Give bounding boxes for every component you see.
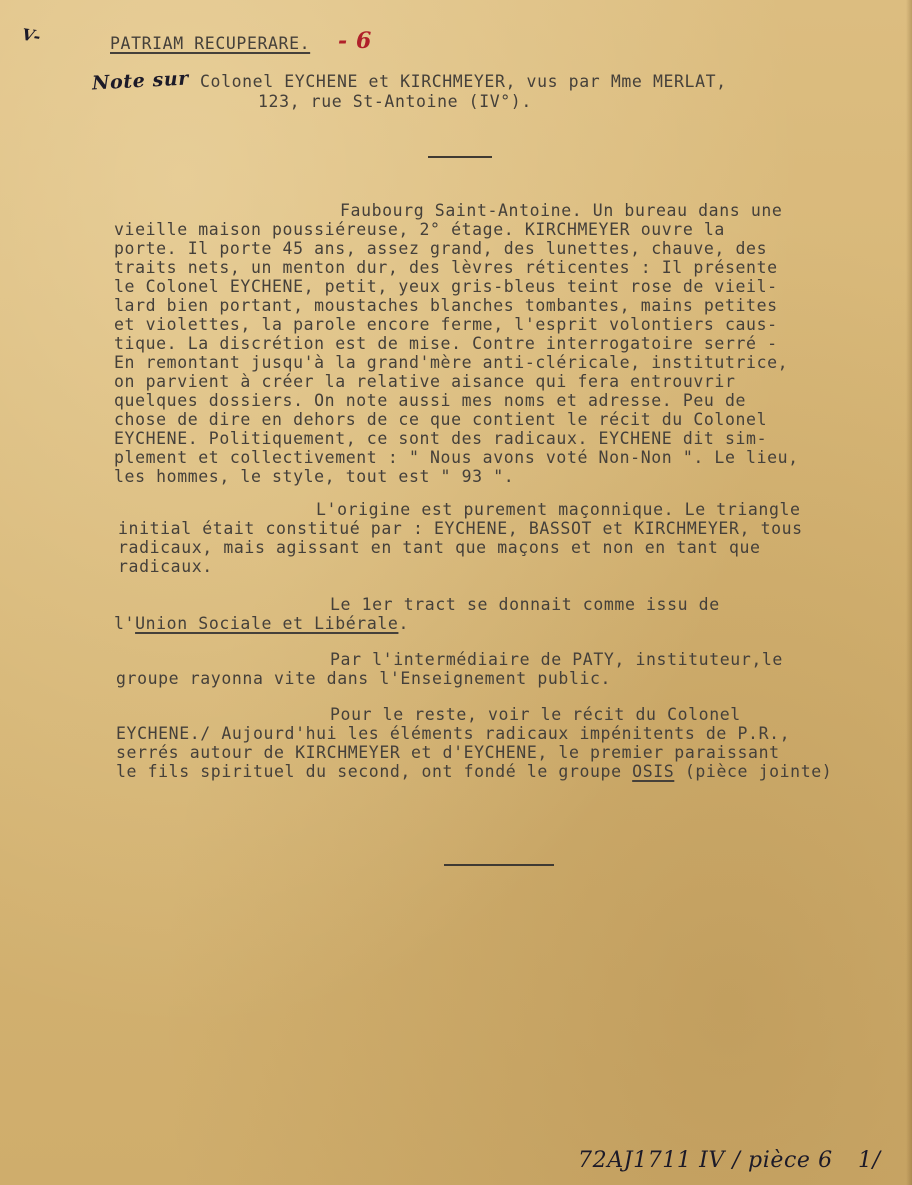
text-prefix: l' <box>114 614 136 633</box>
paragraph-line: Faubourg Saint-Antoine. Un bureau dans une <box>340 201 783 220</box>
paragraph-line: et violettes, la parole encore ferme, l'esprit volontiers caus- <box>114 315 778 334</box>
paragraph-line: initial était constitué par : EYCHENE, BASSOT et KIRCHMEYER, tous <box>118 519 803 538</box>
text-suffix: . <box>398 614 409 633</box>
page-number: 1/ <box>858 1148 881 1173</box>
paragraph-line: EYCHENE./ Aujourd'hui les éléments radicaux impénitents de P.R., <box>116 724 791 743</box>
separator-top <box>428 156 492 158</box>
paragraph-line: Pour le reste, voir le récit du Colonel <box>330 705 741 724</box>
margin-mark: V- <box>20 24 43 47</box>
underlined-organization: Union Sociale et Libérale <box>135 614 399 633</box>
paragraph-line: radicaux, mais agissant en tant que maçons et non en tant que <box>118 538 761 557</box>
paragraph-line: Par l'intermédiaire de PATY, instituteur,le <box>330 650 783 669</box>
paragraph-line: on parvient à créer la relative aisance qui fera entrouvrir <box>114 372 736 391</box>
header-line-1: Colonel EYCHENE et KIRCHMEYER, vus par Mme MERLAT, <box>200 72 727 91</box>
paragraph-line: quelques dossiers. On note aussi mes noms et adresse. Peu de <box>114 391 747 410</box>
paragraph-line: vieille maison poussiéreuse, 2° étage. KIRCHMEYER ouvre la <box>114 220 725 239</box>
document-title: PATRIAM RECUPERARE. <box>110 34 311 53</box>
text-suffix: (pièce jointe) <box>674 762 833 781</box>
separator-bottom <box>444 864 554 866</box>
paragraph-line: Le 1er tract se donnait comme issu de <box>330 595 720 614</box>
paragraph-line: tique. La discrétion est de mise. Contre interrogatoire serré - <box>114 334 778 353</box>
paragraph-line: radicaux. <box>118 557 213 576</box>
archive-reference: 72AJ1711 IV / pièce 6 <box>578 1148 833 1173</box>
paragraph-line: traits nets, un menton dur, des lèvres réticentes : Il présente <box>114 258 778 277</box>
underlined-group-name: OSIS <box>632 762 675 781</box>
paragraph-line: serrés autour de KIRCHMEYER et d'EYCHENE, le premier paraissant <box>116 743 780 762</box>
paragraph-line: En remontant jusqu'à la grand'mère anti-cléricale, institutrice, <box>114 353 789 372</box>
paragraph-line <box>114 614 409 633</box>
paragraph-line: les hommes, le style, tout est " 93 ". <box>114 467 515 486</box>
paragraph-line: porte. Il porte 45 ans, assez grand, des lunettes, chauve, des <box>114 239 768 258</box>
paragraph-line: groupe rayonna vite dans l'Enseignement public. <box>116 669 612 688</box>
paragraph-line <box>116 762 832 781</box>
handwritten-note-prefix: Note sur <box>91 67 190 95</box>
paragraph-line: L'origine est purement maçonnique. Le triangle <box>316 500 801 519</box>
header-line-2: 123, rue St-Antoine (IV°). <box>258 92 532 111</box>
paragraph-line: lard bien portant, moustaches blanches tombantes, mains petites <box>114 296 778 315</box>
paragraph-line: le Colonel EYCHENE, petit, yeux gris-bleus teint rose de vieil- <box>114 277 778 296</box>
handwritten-page-number: - 6 <box>338 28 372 54</box>
paper-edge-shadow <box>906 0 912 1185</box>
paragraph-line: plement et collectivement : " Nous avons voté Non-Non ". Le lieu, <box>114 448 799 467</box>
paragraph-line: EYCHENE. Politiquement, ce sont des radicaux. EYCHENE dit sim- <box>114 429 768 448</box>
paragraph-line: chose de dire en dehors de ce que contient le récit du Colonel <box>114 410 768 429</box>
text-prefix: le fils spirituel du second, ont fondé le groupe <box>116 762 633 781</box>
